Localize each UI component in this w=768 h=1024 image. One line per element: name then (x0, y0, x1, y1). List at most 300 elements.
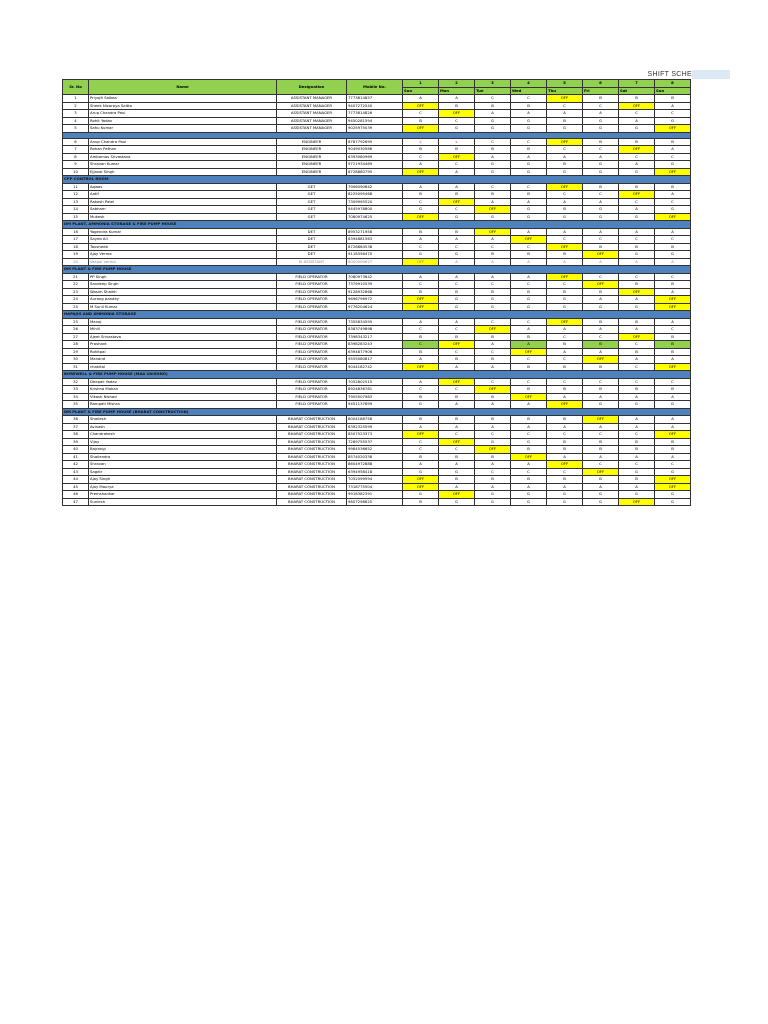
cell-shift: OFF (475, 326, 511, 334)
cell-shift: G (583, 303, 619, 311)
cell-name: Krishna Mohan (89, 386, 277, 394)
cell-shift: C (439, 386, 475, 394)
cell-shift: G (619, 303, 655, 311)
cell-mobile: 6393080969 (347, 153, 403, 161)
cell-mobile: 9721934469 (347, 161, 403, 169)
cell-sno: 19 (63, 251, 89, 259)
cell-shift: OFF (619, 288, 655, 296)
cell-shift: OFF (403, 213, 439, 221)
header-day: 3 (475, 80, 511, 88)
cell-shift: B (475, 102, 511, 110)
cell-shift: G (439, 498, 475, 506)
cell-name: Rampati Mishra (89, 401, 277, 409)
cell-shift: C (619, 153, 655, 161)
cell-shift: B (511, 102, 547, 110)
cell-designation: DET (277, 243, 347, 251)
cell-shift: A (583, 296, 619, 304)
table-row (63, 333, 691, 341)
cell-shift: L (439, 138, 475, 146)
cell-shift: B (439, 146, 475, 154)
cell-shift: B (583, 183, 619, 191)
section-header-row (63, 221, 691, 229)
cell-shift: A (511, 326, 547, 334)
cell-shift: C (475, 183, 511, 191)
cell-name: Priyojit Saikea (89, 95, 277, 103)
cell-designation: FIELD OPERATOR (277, 341, 347, 349)
cell-shift: C (511, 243, 547, 251)
table-row (63, 416, 691, 424)
table-row (63, 236, 691, 244)
table-row (63, 393, 691, 401)
cell-shift: B (439, 416, 475, 424)
cell-shift: A (475, 258, 511, 266)
cell-shift: OFF (619, 333, 655, 341)
cell-shift: C (583, 236, 619, 244)
cell-shift: B (475, 146, 511, 154)
cell-shift: A (403, 423, 439, 431)
cell-shift: B (583, 138, 619, 146)
cell-shift: A (403, 236, 439, 244)
cell-sno: 44 (63, 476, 89, 484)
cell-shift: A (511, 461, 547, 469)
table-row (63, 363, 691, 371)
cell-shift: A (583, 258, 619, 266)
table-row (63, 453, 691, 461)
cell-mobile: 9044182742 (347, 363, 403, 371)
section-label: BOREWELL & FIRE PUMP HOUSE (MAA VAISHNO) (63, 371, 691, 379)
cell-shift: B (655, 341, 691, 349)
cell-mobile: 8574020338 (347, 453, 403, 461)
cell-shift: G (475, 125, 511, 133)
cell-shift: C (655, 198, 691, 206)
table-row (63, 251, 691, 259)
cell-name: Rohan Pathan (89, 146, 277, 154)
cell-shift: G (475, 117, 511, 125)
cell-designation: GET (277, 191, 347, 199)
cell-mobile: 7905507983 (347, 393, 403, 401)
cell-shift: A (655, 423, 691, 431)
cell-shift: C (511, 431, 547, 439)
cell-shift: B (439, 228, 475, 236)
cell-shift: B (583, 341, 619, 349)
cell-shift: B (583, 476, 619, 484)
cell-sno: 43 (63, 468, 89, 476)
cell-shift: G (475, 438, 511, 446)
cell-shift: C (547, 281, 583, 289)
cell-shift: OFF (583, 468, 619, 476)
cell-name: chakital (89, 363, 277, 371)
cell-mobile: 8604972888 (347, 461, 403, 469)
cell-name: Ejjaval Singh (89, 168, 277, 176)
cell-shift: C (475, 348, 511, 356)
cell-shift: G (403, 491, 439, 499)
cell-shift: C (439, 243, 475, 251)
cell-mobile: 9807298625 (347, 498, 403, 506)
cell-shift: G (475, 491, 511, 499)
cell-shift: C (655, 110, 691, 118)
cell-shift: OFF (547, 273, 583, 281)
cell-sno: 22 (63, 281, 89, 289)
cell-shift: C (403, 198, 439, 206)
cell-shift: A (547, 110, 583, 118)
cell-shift: C (619, 341, 655, 349)
cell-shift: OFF (511, 393, 547, 401)
cell-shift: G (619, 468, 655, 476)
cell-sno: 27 (63, 333, 89, 341)
cell-shift: A (475, 236, 511, 244)
cell-designation: BHARAT CONSTRUCTION (277, 476, 347, 484)
cell-shift: B (511, 251, 547, 259)
table-row (63, 125, 691, 133)
cell-designation: ASSISTANT MANAGER (277, 117, 347, 125)
cell-shift: B (547, 438, 583, 446)
cell-mobile: 7773814826 (347, 110, 403, 118)
cell-shift: OFF (619, 191, 655, 199)
cell-name: Bajrangi (89, 446, 277, 454)
cell-shift: A (583, 198, 619, 206)
cell-shift: G (403, 206, 439, 214)
cell-mobile: 8507523373 (347, 431, 403, 439)
cell-name: Sayeb Ali (89, 236, 277, 244)
cell-shift: C (475, 243, 511, 251)
cell-name: Arup Chandra Paul (89, 110, 277, 118)
cell-shift: G (511, 125, 547, 133)
cell-sno: 1 (63, 95, 89, 103)
table-row (63, 273, 691, 281)
cell-shift: C (655, 236, 691, 244)
cell-shift: A (547, 453, 583, 461)
cell-name: Aqwas (89, 183, 277, 191)
cell-shift: A (475, 401, 511, 409)
cell-name: Ambarnas Srivastava (89, 153, 277, 161)
table-row (63, 168, 691, 176)
cell-name: Manoj (89, 318, 277, 326)
cell-shift: C (655, 273, 691, 281)
cell-shift: C (439, 117, 475, 125)
cell-shift: A (511, 483, 547, 491)
cell-shift: C (475, 138, 511, 146)
cell-designation: ENGINEER (277, 146, 347, 154)
cell-shift: OFF (511, 453, 547, 461)
cell-shift: B (547, 161, 583, 169)
cell-shift: L (403, 138, 439, 146)
cell-sno: 25 (63, 318, 89, 326)
cell-shift: OFF (583, 251, 619, 259)
cell-name: Shailendra (89, 453, 277, 461)
cell-mobile: 9451137899 (347, 401, 403, 409)
cell-sno: 30 (63, 356, 89, 364)
cell-shift: A (403, 183, 439, 191)
cell-shift: G (439, 125, 475, 133)
cell-mobile: 9025975039 (347, 125, 403, 133)
cell-shift: B (439, 356, 475, 364)
cell-shift: B (583, 438, 619, 446)
cell-shift: B (475, 333, 511, 341)
cell-shift: G (619, 125, 655, 133)
cell-shift: A (619, 483, 655, 491)
cell-mobile: 7052099594 (347, 476, 403, 484)
cell-shift: OFF (655, 303, 691, 311)
cell-shift: B (547, 251, 583, 259)
cell-sno: 3 (63, 110, 89, 118)
cell-designation: FIELD OPERATOR (277, 333, 347, 341)
cell-shift: A (583, 228, 619, 236)
cell-mobile: 6394877906 (347, 348, 403, 356)
section-label: DM PLANT & FIRE PUMP HOUSE (63, 266, 691, 274)
cell-mobile: 9918382391 (347, 491, 403, 499)
cell-shift: B (583, 288, 619, 296)
cell-name: Wasim Shaikh (89, 288, 277, 296)
cell-sno: 33 (63, 386, 89, 394)
cell-name: Shailesh (89, 416, 277, 424)
cell-shift: B (403, 453, 439, 461)
cell-shift: A (655, 453, 691, 461)
cell-shift: A (475, 341, 511, 349)
cell-name: Ajay Verma (89, 251, 277, 259)
header-day: 7 (619, 80, 655, 88)
cell-name: Sabham (89, 206, 277, 214)
cell-mobile: 7906090642 (347, 183, 403, 191)
cell-shift: OFF (403, 363, 439, 371)
cell-shift: C (619, 273, 655, 281)
cell-shift: B (547, 363, 583, 371)
header-weekday: Fri (583, 87, 619, 95)
cell-shift: G (583, 117, 619, 125)
table-row (63, 438, 691, 446)
table-row (63, 348, 691, 356)
cell-shift: OFF (655, 483, 691, 491)
cell-shift: B (475, 393, 511, 401)
cell-shift: C (511, 356, 547, 364)
cell-shift: G (547, 296, 583, 304)
table-row (63, 102, 691, 110)
cell-sno: 15 (63, 213, 89, 221)
cell-shift: G (439, 251, 475, 259)
cell-name: M Sunil Kumar (89, 303, 277, 311)
cell-shift: A (619, 356, 655, 364)
cell-name: Mihill (89, 326, 277, 334)
cell-shift: G (439, 468, 475, 476)
cell-shift: C (619, 198, 655, 206)
cell-shift: A (439, 273, 475, 281)
cell-shift: A (619, 326, 655, 334)
cell-shift: C (403, 446, 439, 454)
cell-shift: C (547, 191, 583, 199)
cell-shift: B (403, 416, 439, 424)
cell-shift: G (547, 125, 583, 133)
cell-shift: C (511, 138, 547, 146)
cell-designation: BHARAT CONSTRUCTION (277, 468, 347, 476)
cell-shift: G (655, 251, 691, 259)
cell-shift: A (619, 416, 655, 424)
cell-shift: G (439, 303, 475, 311)
cell-mobile: 8004188758 (347, 416, 403, 424)
cell-shift: A (475, 273, 511, 281)
cell-shift: B (655, 95, 691, 103)
cell-shift: G (475, 498, 511, 506)
cell-shift: OFF (547, 461, 583, 469)
cell-shift: OFF (403, 483, 439, 491)
cell-shift: B (475, 476, 511, 484)
section-header-row (63, 266, 691, 274)
cell-shift: C (403, 341, 439, 349)
header-sno: Sr. No (63, 80, 89, 95)
cell-shift: B (511, 446, 547, 454)
cell-shift: A (511, 401, 547, 409)
cell-shift: B (547, 117, 583, 125)
cell-designation: GET (277, 213, 347, 221)
cell-shift: C (619, 461, 655, 469)
cell-mobile: 9776204624 (347, 303, 403, 311)
table-row (63, 498, 691, 506)
cell-shift: C (475, 318, 511, 326)
cell-shift: G (619, 491, 655, 499)
cell-sno: 35 (63, 401, 89, 409)
cell-shift: C (403, 438, 439, 446)
cell-shift: A (619, 258, 655, 266)
cell-shift: B (655, 446, 691, 454)
cell-shift: A (655, 393, 691, 401)
cell-shift: B (619, 138, 655, 146)
table-row (63, 161, 691, 169)
cell-shift: C (511, 378, 547, 386)
cell-shift: C (619, 378, 655, 386)
cell-shift: A (583, 483, 619, 491)
cell-shift: A (403, 161, 439, 169)
cell-designation: BHARAT CONSTRUCTION (277, 498, 347, 506)
cell-shift: C (475, 378, 511, 386)
cell-shift: C (475, 431, 511, 439)
cell-sno: 26 (63, 326, 89, 334)
cell-shift: B (583, 446, 619, 454)
sheet-title: SHIFT SCHE (647, 71, 692, 78)
cell-shift: OFF (547, 183, 583, 191)
cell-shift: A (403, 95, 439, 103)
cell-shift: A (511, 258, 547, 266)
cell-shift: C (511, 183, 547, 191)
cell-shift: B (403, 288, 439, 296)
table-row (63, 146, 691, 154)
cell-name: Mukesh (89, 213, 277, 221)
cell-sno: 23 (63, 288, 89, 296)
cell-shift: B (619, 243, 655, 251)
cell-shift: OFF (403, 303, 439, 311)
cell-shift: A (547, 393, 583, 401)
cell-designation: ENGINEER (277, 153, 347, 161)
cell-name: Vikash Nishad (89, 393, 277, 401)
cell-shift: A (511, 110, 547, 118)
cell-shift: B (655, 138, 691, 146)
cell-shift: C (547, 468, 583, 476)
cell-shift: C (511, 281, 547, 289)
cell-shift: A (439, 236, 475, 244)
cell-name: Aatif (89, 191, 277, 199)
cell-designation: FIELD OPERATOR (277, 348, 347, 356)
cell-shift: G (475, 303, 511, 311)
cell-shift: OFF (655, 363, 691, 371)
table-row (63, 138, 691, 146)
cell-shift: G (619, 401, 655, 409)
cell-shift: B (475, 416, 511, 424)
cell-shift: C (403, 243, 439, 251)
cell-shift: A (511, 228, 547, 236)
cell-designation: FIELD OPERATOR (277, 401, 347, 409)
cell-shift: B (403, 146, 439, 154)
cell-shift: A (655, 102, 691, 110)
schedule-table (62, 79, 691, 506)
title-bar (62, 70, 730, 79)
cell-shift: B (439, 476, 475, 484)
cell-shift: C (583, 333, 619, 341)
header-day: 5 (547, 80, 583, 88)
table-row (63, 288, 691, 296)
cell-sno: 12 (63, 191, 89, 199)
cell-shift: C (619, 363, 655, 371)
cell-shift: G (511, 168, 547, 176)
cell-shift: OFF (655, 476, 691, 484)
cell-shift: G (547, 303, 583, 311)
cell-name: Shravan (89, 461, 277, 469)
cell-shift: OFF (439, 378, 475, 386)
cell-shift: C (439, 431, 475, 439)
cell-mobile: 7379910539 (347, 281, 403, 289)
cell-shift: OFF (439, 110, 475, 118)
cell-designation: FIELD OPERATOR (277, 393, 347, 401)
cell-shift: C (511, 95, 547, 103)
cell-sno: 29 (63, 348, 89, 356)
cell-name: Sagdir (89, 468, 277, 476)
cell-shift: G (547, 498, 583, 506)
cell-sno: 45 (63, 483, 89, 491)
cell-designation: ENGINEER (277, 138, 347, 146)
section-header-row (63, 408, 691, 416)
cell-sno: 7 (63, 146, 89, 154)
cell-mobile: 8383749898 (347, 326, 403, 334)
cell-shift: C (547, 333, 583, 341)
cell-designation: BHARAT CONSTRUCTION (277, 423, 347, 431)
header-name: Name (89, 80, 277, 95)
cell-mobile: 8000000627 (347, 258, 403, 266)
cell-sno: 34 (63, 393, 89, 401)
cell-shift: C (583, 146, 619, 154)
cell-sno: 25 (63, 303, 89, 311)
cell-shift: C (511, 318, 547, 326)
cell-shift: B (439, 453, 475, 461)
cell-designation: GET (277, 198, 347, 206)
cell-sno: 42 (63, 461, 89, 469)
header-weekday: Sun (655, 87, 691, 95)
cell-shift: B (583, 243, 619, 251)
cell-shift: B (439, 191, 475, 199)
cell-shift: B (619, 281, 655, 289)
cell-shift: A (619, 393, 655, 401)
table-row (63, 318, 691, 326)
cell-shift: G (583, 401, 619, 409)
cell-shift: G (619, 213, 655, 221)
cell-shift: B (439, 288, 475, 296)
cell-shift: C (655, 153, 691, 161)
cell-shift: C (547, 236, 583, 244)
cell-shift: B (547, 206, 583, 214)
cell-shift: OFF (403, 258, 439, 266)
cell-shift: B (655, 243, 691, 251)
cell-shift: OFF (439, 438, 475, 446)
cell-designation: DET (277, 228, 347, 236)
cell-shift: B (547, 341, 583, 349)
cell-mobile: 7398343217 (347, 333, 403, 341)
cell-shift: OFF (475, 446, 511, 454)
cell-mobile: 6392325599 (347, 423, 403, 431)
